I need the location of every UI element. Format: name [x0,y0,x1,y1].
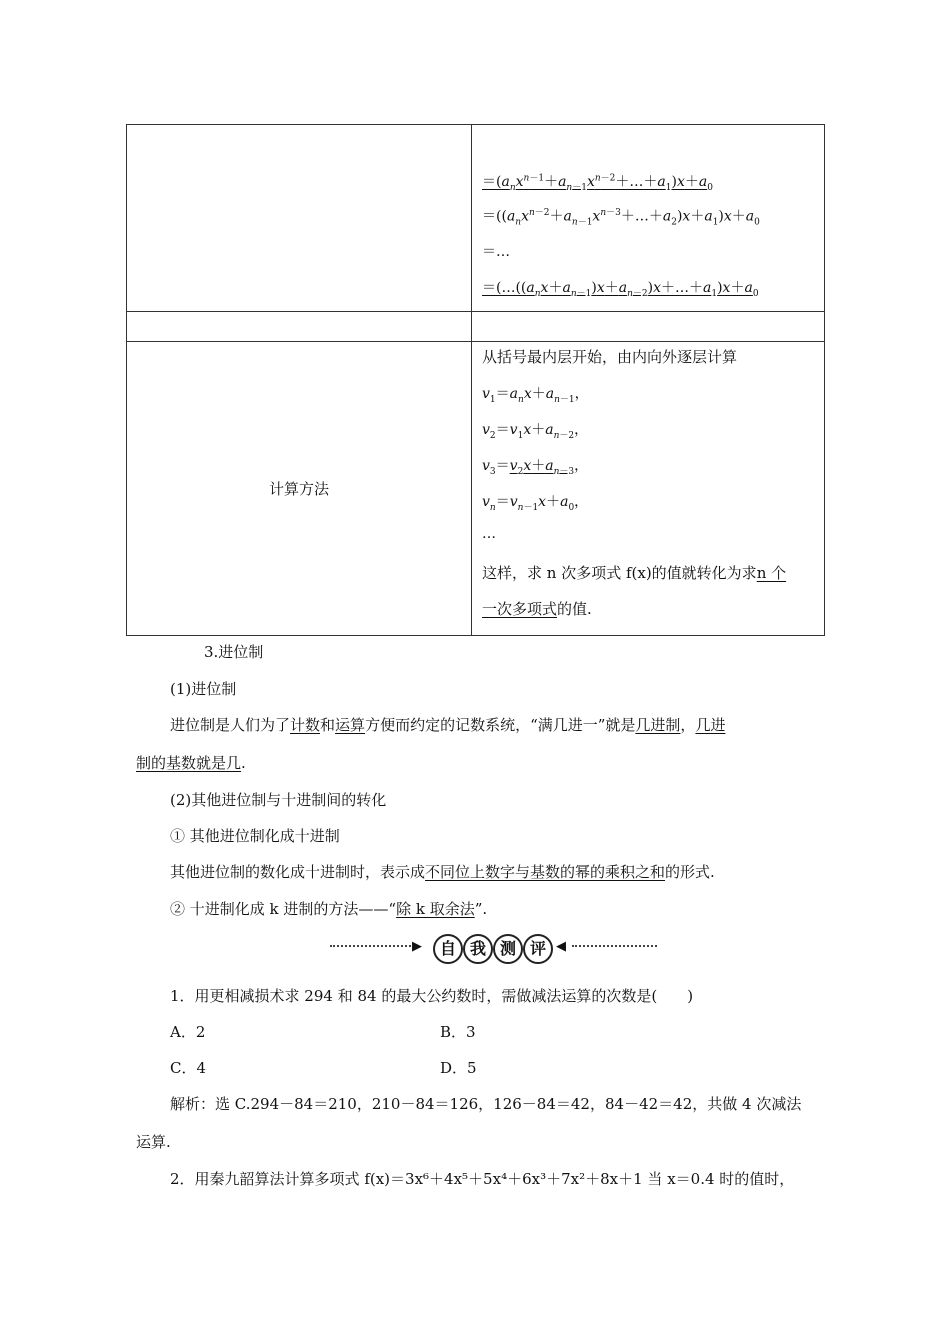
conversion-item-2: ② 十进制化成 k 进制的方法——“除 k 取余法”. [170,900,488,918]
conversion-item-1-text: 其他进位制的数化成十进制时，表示成不同位上数字与基数的幂的乘积之和的形式. [170,863,715,881]
option-d: D．5 [440,1059,477,1077]
method-vn: $v_n=v_{n-1}x+a_0$， [482,494,589,513]
paragraph-line-1: 进位制是人们为了计数和运算方便而约定的记数系统，“满几进一”就是几进制，几进 [170,716,726,734]
method-v1: $v_1=a_nx+a_{n-1}$， [482,386,589,405]
table-cell-formula [472,125,825,312]
method-v2: $v_2=v_1x+a_{n-2}$， [482,422,589,441]
banner-arrow-right-icon: ▶ [412,939,422,954]
question-1: 1．用更相减损术求 294 和 84 的最大公约数时，需做减法运算的次数是( ) [170,987,694,1005]
question-2: 2．用秦九韶算法计算多项式 f(x)＝3x⁶＋4x⁵＋5x⁴＋6x³＋7x²＋8x＋1 当 x＝0.4 时的值时， [170,1170,795,1188]
banner-divider-right [572,945,657,947]
table-cell-empty [127,312,472,342]
table-cell-empty [472,312,825,342]
table-cell-empty [127,125,472,312]
formula-line-4: $=(\dots((a_nx+a_{n-1})x+a_{n-2})x+\dots+a_1)x+a_0$ [482,280,759,299]
banner-divider-left [330,945,415,947]
solution-line-2: 运算. [136,1133,171,1151]
banner-char: 我 [463,934,493,964]
method-v3: $v_3=v_2x+a_{n-3}$， [482,458,589,477]
method-conclusion-line2: 一次多项式的值. [482,600,592,618]
option-c: C．4 [170,1059,207,1077]
solution-line-1: 解析：选 C.294－84＝210，210－84＝126，126－84＝42，84－42＝42，共做 4 次减法 [170,1095,802,1113]
subheading-2: (2)其他进位制与十进制间的转化 [170,791,387,809]
method-intro: 从括号最内层开始，由内向外逐层计算 [482,348,738,366]
formula-line-3: ＝… [482,244,510,260]
conversion-item-1: ① 其他进位制化成十进制 [170,827,340,845]
option-b: B．3 [440,1023,476,1041]
banner-char: 测 [493,934,523,964]
banner-char: 评 [523,934,553,964]
formula-line-2: $=((a_nx^{n-2}+a_{n-1}x^{n-3}+\dots+a_2)x+a_1)x+a_0$ [482,208,760,228]
banner-arrow-left-icon: ◀ [556,939,566,954]
formula-line-1: $=(a_nx^{n-1}+a_{n-1}x^{n-2}+\dots+a_1)x+a_0$ [482,173,713,193]
method-dots: … [482,526,496,542]
subheading-1: (1)进位制 [170,680,237,698]
horner-table [126,124,825,636]
method-conclusion-line1: 这样，求 n 次多项式 f(x)的值就转化为求n 个 [482,564,787,582]
paragraph-line-2: 制的基数就是几. [136,754,246,772]
banner-char: 自 [433,934,463,964]
row-label-calc-method: 计算方法 [127,342,472,636]
section-heading: 3.进位制 [204,643,264,661]
table-cell-method [472,342,825,636]
option-a: A．2 [170,1023,206,1041]
